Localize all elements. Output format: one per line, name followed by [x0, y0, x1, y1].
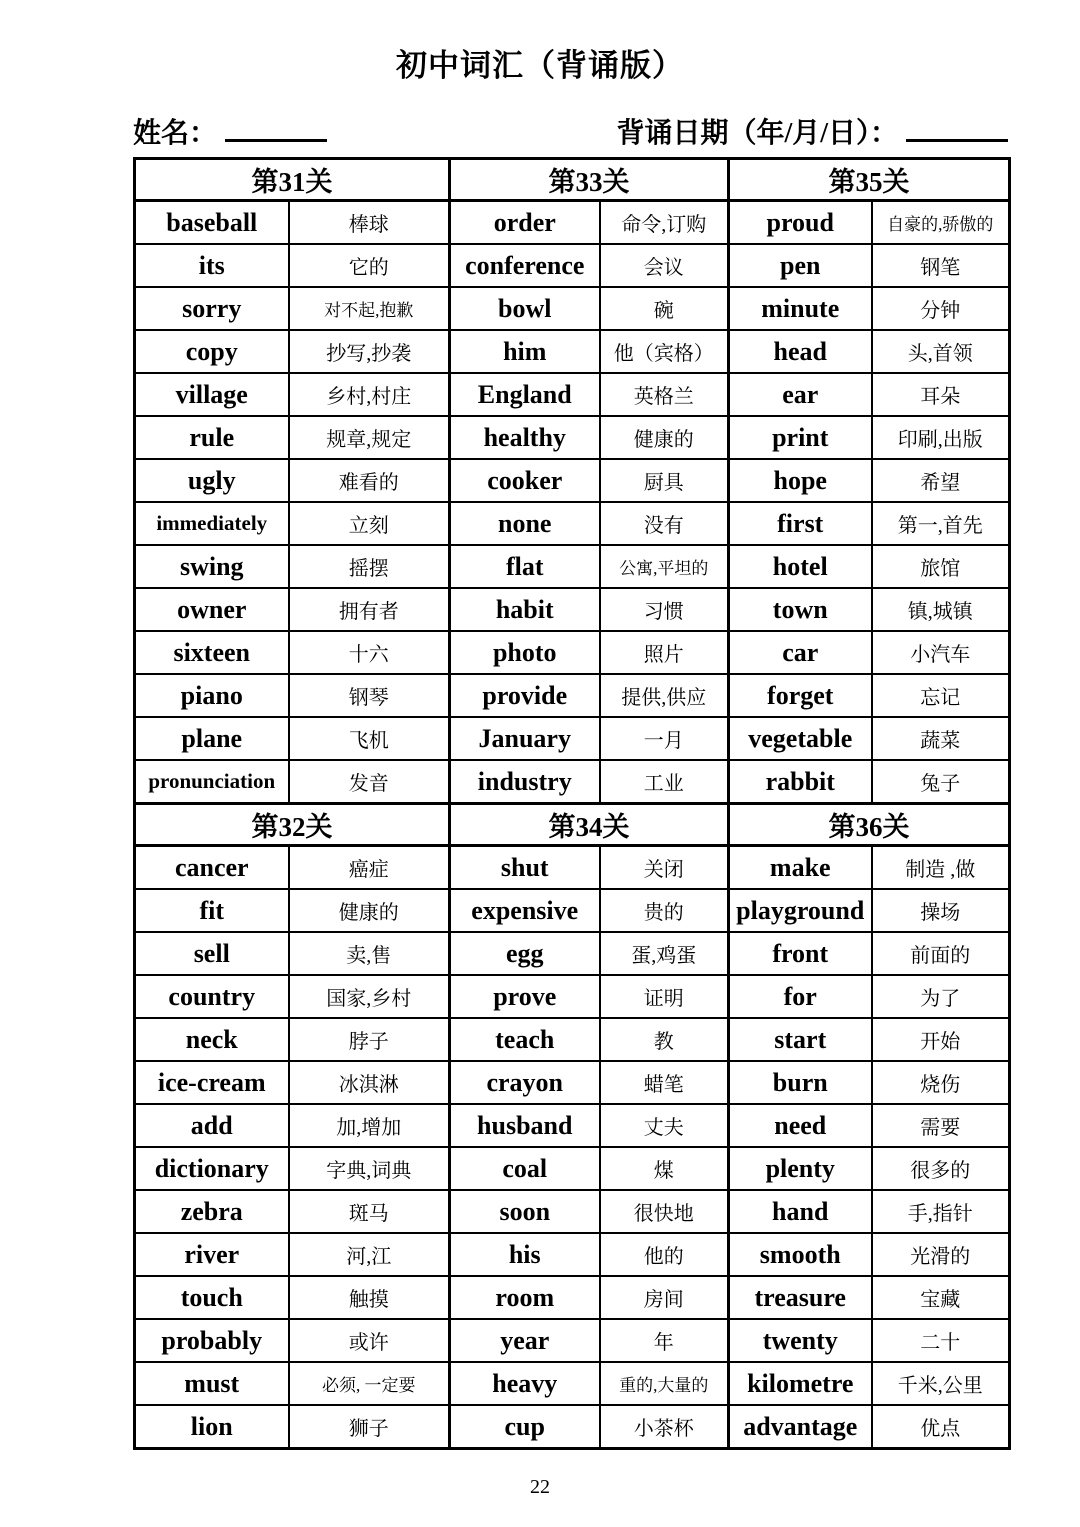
chinese-meaning-cell: 乡村,村庄: [289, 373, 450, 416]
english-word-cell: him: [450, 330, 600, 373]
section-header: 第33关: [450, 159, 729, 201]
english-word-cell: healthy: [450, 416, 600, 459]
chinese-meaning-cell: 抄写,抄袭: [289, 330, 450, 373]
english-word-cell: industry: [450, 760, 600, 804]
english-word-cell: forget: [729, 674, 872, 717]
chinese-meaning-cell: 发音: [289, 760, 450, 804]
english-word-cell: make: [729, 846, 872, 890]
section-header: 第31关: [135, 159, 450, 201]
english-word-cell: none: [450, 502, 600, 545]
chinese-meaning-cell: 兔子: [872, 760, 1010, 804]
english-word-cell: pronunciation: [135, 760, 289, 804]
chinese-meaning-cell: 难看的: [289, 459, 450, 502]
chinese-meaning-cell: 很快地: [600, 1190, 729, 1233]
chinese-meaning-cell: 需要: [872, 1104, 1010, 1147]
page-title: 初中词汇（背诵版）: [396, 48, 684, 83]
chinese-meaning-cell: 习惯: [600, 588, 729, 631]
english-word-cell: ear: [729, 373, 872, 416]
english-word-cell: town: [729, 588, 872, 631]
chinese-meaning-cell: 钢笔: [872, 244, 1010, 287]
chinese-meaning-cell: 千米,公里: [872, 1362, 1010, 1405]
chinese-meaning-cell: 照片: [600, 631, 729, 674]
vocab-row: [135, 459, 1010, 502]
vocab-row: [135, 631, 1010, 674]
chinese-meaning-cell: 河,江: [289, 1233, 450, 1276]
vocab-row: [135, 1061, 1010, 1104]
chinese-meaning-cell: 规章,规定: [289, 416, 450, 459]
chinese-meaning-cell: 他的: [600, 1233, 729, 1276]
chinese-meaning-cell: 蜡笔: [600, 1061, 729, 1104]
chinese-meaning-cell: 十六: [289, 631, 450, 674]
chinese-meaning-cell: 很多的: [872, 1147, 1010, 1190]
english-word-cell: cup: [450, 1405, 600, 1449]
chinese-meaning-cell: 一月: [600, 717, 729, 760]
chinese-meaning-cell: 狮子: [289, 1405, 450, 1449]
english-word-cell: sixteen: [135, 631, 289, 674]
english-word-cell: start: [729, 1018, 872, 1061]
name-blank-line: [225, 115, 327, 142]
english-word-cell: crayon: [450, 1061, 600, 1104]
vocab-row: [135, 416, 1010, 459]
english-word-cell: shut: [450, 846, 600, 890]
vocab-row: [135, 1190, 1010, 1233]
english-word-cell: kilometre: [729, 1362, 872, 1405]
english-word-cell: lion: [135, 1405, 289, 1449]
chinese-meaning-cell: 操场: [872, 889, 1010, 932]
chinese-meaning-cell: 提供,供应: [600, 674, 729, 717]
chinese-meaning-cell: 耳朵: [872, 373, 1010, 416]
chinese-meaning-cell: 丈夫: [600, 1104, 729, 1147]
vocab-row: [135, 1405, 1010, 1449]
name-label: 姓名：: [133, 118, 218, 149]
chinese-meaning-cell: 斑马: [289, 1190, 450, 1233]
vocab-row: [135, 717, 1010, 760]
english-word-cell: immediately: [135, 502, 289, 545]
english-word-cell: piano: [135, 674, 289, 717]
section-header: 第35关: [729, 159, 1010, 201]
english-word-cell: zebra: [135, 1190, 289, 1233]
vocab-row: [135, 287, 1010, 330]
english-word-cell: vegetable: [729, 717, 872, 760]
chinese-meaning-cell: 健康的: [600, 416, 729, 459]
english-word-cell: copy: [135, 330, 289, 373]
vocab-row: [135, 502, 1010, 545]
chinese-meaning-cell: 健康的: [289, 889, 450, 932]
english-word-cell: rule: [135, 416, 289, 459]
vocab-row: [135, 889, 1010, 932]
english-word-cell: ice-cream: [135, 1061, 289, 1104]
english-word-cell: provide: [450, 674, 600, 717]
chinese-meaning-cell: 第一,首先: [872, 502, 1010, 545]
vocab-row: [135, 1233, 1010, 1276]
english-word-cell: room: [450, 1276, 600, 1319]
english-word-cell: add: [135, 1104, 289, 1147]
chinese-meaning-cell: 立刻: [289, 502, 450, 545]
chinese-meaning-cell: 小茶杯: [600, 1405, 729, 1449]
english-word-cell: country: [135, 975, 289, 1018]
chinese-meaning-cell: 对不起,抱歉: [289, 287, 450, 330]
date-blank-line: [906, 115, 1008, 142]
english-word-cell: village: [135, 373, 289, 416]
english-word-cell: pen: [729, 244, 872, 287]
date-field: [616, 111, 1008, 151]
english-word-cell: minute: [729, 287, 872, 330]
vocab-row: [135, 760, 1010, 804]
english-word-cell: January: [450, 717, 600, 760]
chinese-meaning-cell: 年: [600, 1319, 729, 1362]
english-word-cell: burn: [729, 1061, 872, 1104]
chinese-meaning-cell: 蛋,鸡蛋: [600, 932, 729, 975]
chinese-meaning-cell: 头,首领: [872, 330, 1010, 373]
chinese-meaning-cell: 卖,售: [289, 932, 450, 975]
english-word-cell: egg: [450, 932, 600, 975]
english-word-cell: playground: [729, 889, 872, 932]
chinese-meaning-cell: 钢琴: [289, 674, 450, 717]
date-label: 背诵日期（年/月/日）：: [616, 118, 898, 149]
english-word-cell: proud: [729, 201, 872, 245]
chinese-meaning-cell: 光滑的: [872, 1233, 1010, 1276]
chinese-meaning-cell: 关闭: [600, 846, 729, 890]
english-word-cell: river: [135, 1233, 289, 1276]
english-word-cell: his: [450, 1233, 600, 1276]
english-word-cell: probably: [135, 1319, 289, 1362]
section-header-row: [135, 804, 1010, 846]
chinese-meaning-cell: 煤: [600, 1147, 729, 1190]
english-word-cell: need: [729, 1104, 872, 1147]
chinese-meaning-cell: 希望: [872, 459, 1010, 502]
vocab-row: [135, 674, 1010, 717]
english-word-cell: baseball: [135, 201, 289, 245]
english-word-cell: heavy: [450, 1362, 600, 1405]
chinese-meaning-cell: 摇摆: [289, 545, 450, 588]
vocab-row: [135, 330, 1010, 373]
chinese-meaning-cell: 公寓,平坦的: [600, 545, 729, 588]
english-word-cell: dictionary: [135, 1147, 289, 1190]
page-number: 22: [530, 1476, 550, 1498]
english-word-cell: photo: [450, 631, 600, 674]
vocab-row: [135, 201, 1010, 245]
chinese-meaning-cell: 为了: [872, 975, 1010, 1018]
vocab-row: [135, 1147, 1010, 1190]
chinese-meaning-cell: 拥有者: [289, 588, 450, 631]
chinese-meaning-cell: 癌症: [289, 846, 450, 890]
english-word-cell: plane: [135, 717, 289, 760]
vocab-row: [135, 975, 1010, 1018]
chinese-meaning-cell: 手,指针: [872, 1190, 1010, 1233]
english-word-cell: advantage: [729, 1405, 872, 1449]
english-word-cell: hand: [729, 1190, 872, 1233]
english-word-cell: year: [450, 1319, 600, 1362]
vocab-row: [135, 1276, 1010, 1319]
english-word-cell: smooth: [729, 1233, 872, 1276]
chinese-meaning-cell: 重的,大量的: [600, 1362, 729, 1405]
meta-row: [133, 111, 1008, 151]
english-word-cell: sorry: [135, 287, 289, 330]
chinese-meaning-cell: 小汽车: [872, 631, 1010, 674]
chinese-meaning-cell: 烧伤: [872, 1061, 1010, 1104]
chinese-meaning-cell: 优点: [872, 1405, 1010, 1449]
chinese-meaning-cell: 忘记: [872, 674, 1010, 717]
chinese-meaning-cell: 蔬菜: [872, 717, 1010, 760]
english-word-cell: habit: [450, 588, 600, 631]
chinese-meaning-cell: 宝藏: [872, 1276, 1010, 1319]
chinese-meaning-cell: 贵的: [600, 889, 729, 932]
english-word-cell: its: [135, 244, 289, 287]
english-word-cell: plenty: [729, 1147, 872, 1190]
vocab-row: [135, 1362, 1010, 1405]
chinese-meaning-cell: 他（宾格）: [600, 330, 729, 373]
english-word-cell: fit: [135, 889, 289, 932]
vocab-row: [135, 1319, 1010, 1362]
english-word-cell: hotel: [729, 545, 872, 588]
english-word-cell: conference: [450, 244, 600, 287]
english-word-cell: rabbit: [729, 760, 872, 804]
english-word-cell: teach: [450, 1018, 600, 1061]
chinese-meaning-cell: 自豪的,骄傲的: [872, 201, 1010, 245]
chinese-meaning-cell: 旅馆: [872, 545, 1010, 588]
english-word-cell: expensive: [450, 889, 600, 932]
vocab-row: [135, 588, 1010, 631]
chinese-meaning-cell: 二十: [872, 1319, 1010, 1362]
english-word-cell: print: [729, 416, 872, 459]
english-word-cell: cooker: [450, 459, 600, 502]
english-word-cell: prove: [450, 975, 600, 1018]
english-word-cell: sell: [135, 932, 289, 975]
english-word-cell: swing: [135, 545, 289, 588]
vocab-row: [135, 545, 1010, 588]
chinese-meaning-cell: 没有: [600, 502, 729, 545]
chinese-meaning-cell: 镇,城镇: [872, 588, 1010, 631]
vocab-row: [135, 1104, 1010, 1147]
english-word-cell: bowl: [450, 287, 600, 330]
english-word-cell: coal: [450, 1147, 600, 1190]
english-word-cell: front: [729, 932, 872, 975]
vocab-row: [135, 373, 1010, 416]
english-word-cell: soon: [450, 1190, 600, 1233]
chinese-meaning-cell: 它的: [289, 244, 450, 287]
chinese-meaning-cell: 会议: [600, 244, 729, 287]
chinese-meaning-cell: 或许: [289, 1319, 450, 1362]
chinese-meaning-cell: 字典,词典: [289, 1147, 450, 1190]
chinese-meaning-cell: 教: [600, 1018, 729, 1061]
english-word-cell: hope: [729, 459, 872, 502]
english-word-cell: first: [729, 502, 872, 545]
chinese-meaning-cell: 冰淇淋: [289, 1061, 450, 1104]
chinese-meaning-cell: 飞机: [289, 717, 450, 760]
english-word-cell: head: [729, 330, 872, 373]
chinese-meaning-cell: 分钟: [872, 287, 1010, 330]
english-word-cell: car: [729, 631, 872, 674]
english-word-cell: ugly: [135, 459, 289, 502]
vocab-row: [135, 846, 1010, 890]
chinese-meaning-cell: 触摸: [289, 1276, 450, 1319]
english-word-cell: touch: [135, 1276, 289, 1319]
chinese-meaning-cell: 前面的: [872, 932, 1010, 975]
chinese-meaning-cell: 碗: [600, 287, 729, 330]
english-word-cell: owner: [135, 588, 289, 631]
english-word-cell: husband: [450, 1104, 600, 1147]
english-word-cell: England: [450, 373, 600, 416]
english-word-cell: treasure: [729, 1276, 872, 1319]
english-word-cell: cancer: [135, 846, 289, 890]
section-header: 第34关: [450, 804, 729, 846]
section-header-row: [135, 159, 1010, 201]
english-word-cell: for: [729, 975, 872, 1018]
chinese-meaning-cell: 工业: [600, 760, 729, 804]
vocab-table: [133, 157, 1011, 1450]
vocab-row: [135, 1018, 1010, 1061]
chinese-meaning-cell: 脖子: [289, 1018, 450, 1061]
chinese-meaning-cell: 必须, 一定要: [289, 1362, 450, 1405]
chinese-meaning-cell: 国家,乡村: [289, 975, 450, 1018]
section-header: 第32关: [135, 804, 450, 846]
chinese-meaning-cell: 厨具: [600, 459, 729, 502]
chinese-meaning-cell: 英格兰: [600, 373, 729, 416]
chinese-meaning-cell: 制造 ,做: [872, 846, 1010, 890]
english-word-cell: twenty: [729, 1319, 872, 1362]
chinese-meaning-cell: 加,增加: [289, 1104, 450, 1147]
chinese-meaning-cell: 证明: [600, 975, 729, 1018]
chinese-meaning-cell: 命令,订购: [600, 201, 729, 245]
name-field: [133, 111, 327, 151]
chinese-meaning-cell: 印刷,出版: [872, 416, 1010, 459]
english-word-cell: order: [450, 201, 600, 245]
english-word-cell: neck: [135, 1018, 289, 1061]
chinese-meaning-cell: 开始: [872, 1018, 1010, 1061]
chinese-meaning-cell: 房间: [600, 1276, 729, 1319]
vocab-row: [135, 932, 1010, 975]
vocab-row: [135, 244, 1010, 287]
english-word-cell: must: [135, 1362, 289, 1405]
chinese-meaning-cell: 棒球: [289, 201, 450, 245]
english-word-cell: flat: [450, 545, 600, 588]
section-header: 第36关: [729, 804, 1010, 846]
